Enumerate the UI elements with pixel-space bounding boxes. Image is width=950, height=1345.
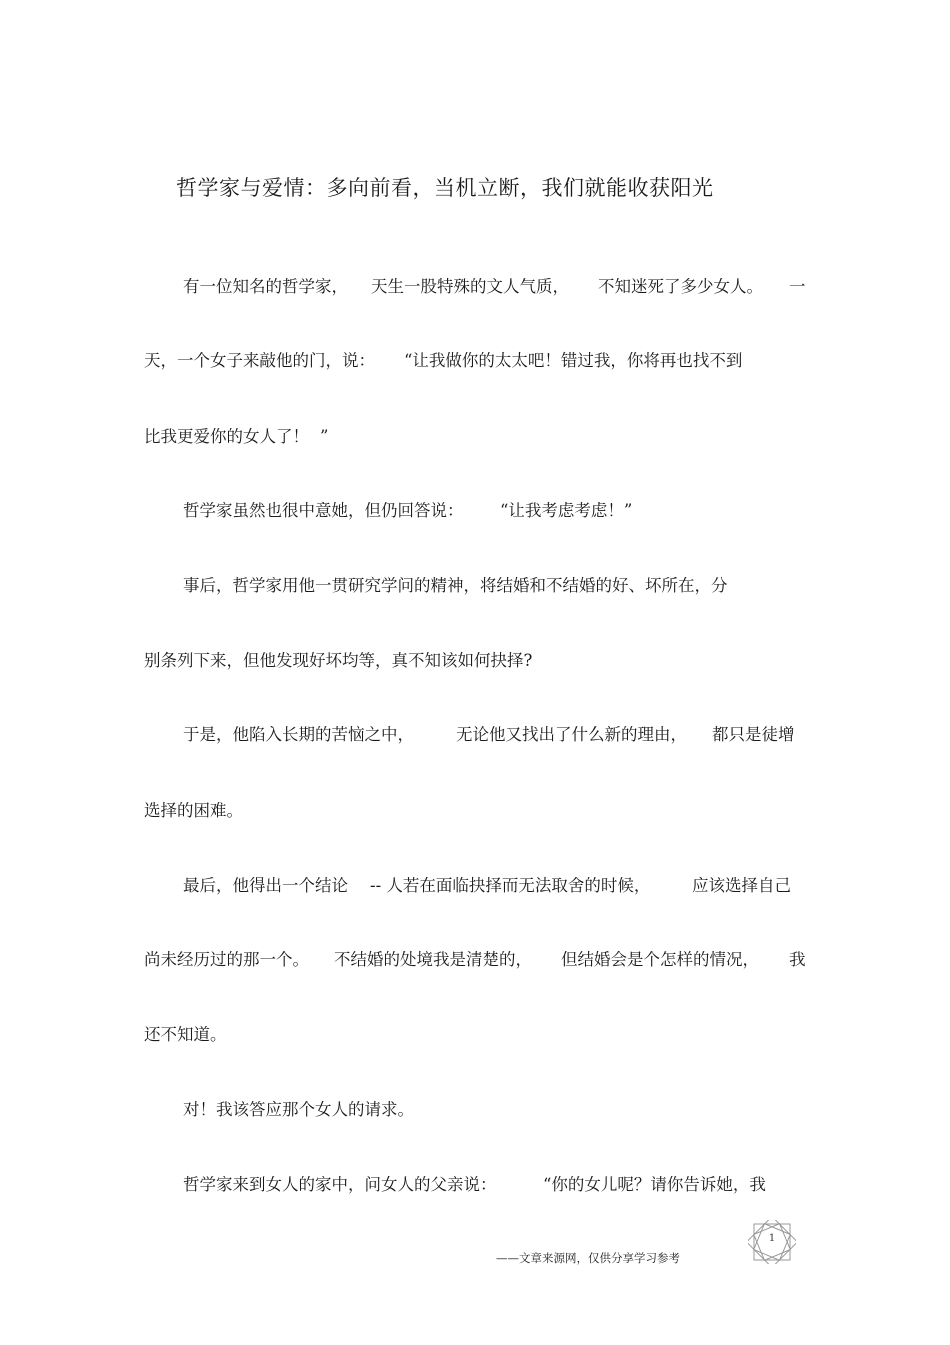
text-segment: 不知迷死了多少女人。 — [598, 277, 763, 296]
text-segment: ” — [320, 427, 329, 446]
text-segment: 比我更爱你的女人了！ — [144, 427, 309, 446]
text-segment: 有一位知名的哲学家， — [183, 277, 348, 296]
text-segment: “让我做你的太太吧！错过我，你将再也找不到 — [404, 351, 743, 370]
text-segment: 应该选择自己 — [692, 876, 791, 895]
document-title: 哲学家与爱情：多向前看，当机立断，我们就能收获阳光 — [176, 176, 714, 200]
text-segment: “你的女儿呢？请你告诉她，我 — [543, 1175, 766, 1194]
text-segment: 天，一个女子来敲他的门，说： — [144, 351, 375, 370]
text-segment: 但结婚会是个怎样的情况， — [561, 950, 759, 969]
text-segment: -- 人若在面临抉择而无法取舍的时候， — [370, 876, 651, 895]
text-segment: 于是，他陷入长期的苦恼之中， — [183, 725, 414, 744]
text-segment: 对！我该答应那个女人的请求。 — [183, 1100, 414, 1119]
text-segment: 还不知道。 — [144, 1025, 227, 1044]
text-segment: 都只是徒增 — [712, 725, 795, 744]
text-segment: 我 — [789, 950, 806, 969]
text-segment: 哲学家虽然也很中意她，但仍回答说： — [183, 501, 464, 520]
text-segment: “让我考虑考虑！” — [500, 501, 633, 520]
text-segment: 最后，他得出一个结论 — [183, 876, 348, 895]
page-number: 1 — [768, 1233, 776, 1244]
text-segment: 一 — [789, 277, 806, 296]
page-number-badge — [748, 1220, 796, 1264]
footer-source-note: ——文章来源网，仅供分享学习参考 — [496, 1251, 680, 1265]
text-segment: 选择的困难。 — [144, 801, 243, 820]
text-segment: 不结婚的处境我是清楚的， — [334, 950, 532, 969]
text-segment: 尚未经历过的那一个。 — [144, 950, 309, 969]
text-segment: 别条列下来，但他发现好坏均等，真不知该如何抉择? — [144, 651, 533, 670]
text-segment: 无论他又找出了什么新的理由， — [456, 725, 687, 744]
text-segment: 天生一股特殊的文人气质， — [371, 277, 569, 296]
text-segment: 哲学家来到女人的家中，问女人的父亲说： — [183, 1175, 497, 1194]
text-segment: 事后，哲学家用他一贯研究学问的精神，将结婚和不结婚的好、坏所在，分 — [183, 576, 728, 595]
